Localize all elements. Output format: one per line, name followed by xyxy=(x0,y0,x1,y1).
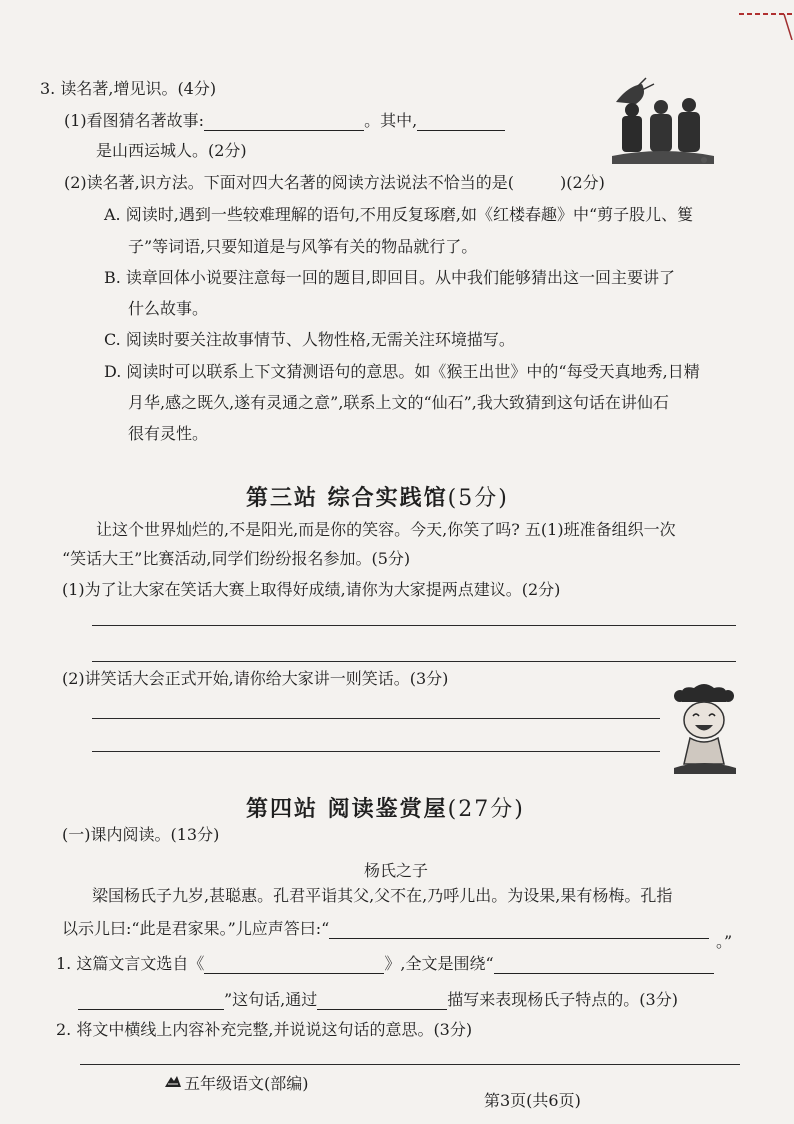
q3-part2-line xyxy=(64,173,605,193)
option-b-line-1: B. 读章回体小说要注意每一回的题目,即回目。从中我们能够猜出这一回主要讲了 xyxy=(104,268,676,287)
option-d-line-1: D. 阅读时可以联系上下文猜测语句的意思。如《猴王出世》中的“每受天真地秀,日精 xyxy=(104,362,700,381)
answer-line-5[interactable] xyxy=(80,1064,740,1065)
q3-part2-score: )(2分) xyxy=(560,173,605,192)
passage-answer-blank[interactable] xyxy=(329,920,709,939)
option-c-line-1: C. 阅读时要关注故事情节、人物性格,无需关注环境描写。 xyxy=(104,330,515,349)
option-b-line-2: 什么故事。 xyxy=(128,299,209,318)
q3-part1-prefix: (1)看图猜名著故事: xyxy=(64,111,205,130)
section-3-title xyxy=(246,481,509,512)
sec3-question-1: (1)为了让大家在笑话大赛上取得好成绩,请你为大家提两点建议。(2分) xyxy=(62,580,561,599)
corner-mark xyxy=(734,0,794,40)
q3-part1-tail: 是山西运城人。(2分) xyxy=(96,141,247,160)
sec4-question-2: 2. 将文中横线上内容补充完整,并说说这句话的意思。(3分) xyxy=(56,1020,473,1039)
sec4-q1-d: 描写来表现杨氏子特点的。(3分) xyxy=(447,990,678,1009)
q3-heading: 3. 读名著,增见识。(4分) xyxy=(40,79,217,98)
answer-line-4[interactable] xyxy=(92,751,660,752)
sec4-subheading: (一)课内阅读。(13分) xyxy=(62,825,220,844)
mountain-logo-icon xyxy=(164,1072,182,1088)
sec4-q1-a: 1. 这篇文言文选自《 xyxy=(56,954,205,973)
sec3-question-2: (2)讲笑话大会正式开始,请你给大家讲一则笑话。(3分) xyxy=(62,669,449,688)
book-title-blank[interactable] xyxy=(204,955,384,974)
option-d-line-2: 月华,感之既久,遂有灵通之意”,联系上文的“仙石”,我大致猜到这句话在讲仙石 xyxy=(128,393,669,412)
section-3-score: (5分) xyxy=(447,486,509,511)
passage-title: 杨氏之子 xyxy=(364,861,429,880)
answer-line-1[interactable] xyxy=(92,625,736,626)
q3-answer-blank-2[interactable] xyxy=(417,112,505,131)
answer-line-3[interactable] xyxy=(92,718,660,719)
q3-part1-mid: 。其中, xyxy=(364,111,418,130)
passage-line-2 xyxy=(62,919,709,939)
answer-line-2[interactable] xyxy=(92,661,736,662)
passage-line-2-text: 以示儿曰:“此是君家果。”儿应声答曰:“ xyxy=(62,919,330,938)
option-a-line-1: A. 阅读时,遇到一些较难理解的语句,不用反复琢磨,如《红楼春趣》中“剪子股儿、篗 xyxy=(104,205,694,224)
footer-subject: 五年级语文(部编) xyxy=(184,1074,309,1093)
central-sentence-blank-continued[interactable] xyxy=(78,991,224,1010)
sec3-intro-line-2: “笑话大王”比赛活动,同学们纷纷报名参加。(5分) xyxy=(62,549,411,568)
sec4-question-1-line-1 xyxy=(56,954,714,974)
q3-part1-line xyxy=(64,111,505,131)
sec4-q1-b: 》,全文是围绕“ xyxy=(384,954,494,973)
sec4-question-1-line-2 xyxy=(78,990,678,1010)
sec3-intro-line-1: 让这个世界灿烂的,不是阳光,而是你的笑容。今天,你笑了吗? 五(1)班准备组织一次 xyxy=(96,520,676,539)
section-4-name: 第四站 阅读鉴赏屋 xyxy=(246,796,448,822)
footer-page-number: 第3页(共6页) xyxy=(484,1091,581,1110)
section-3-name: 第三站 综合实践馆 xyxy=(246,485,448,511)
laughing-child-illustration xyxy=(664,680,744,776)
novel-scene-illustration xyxy=(608,76,718,168)
central-sentence-blank[interactable] xyxy=(494,955,714,974)
passage-line-end: 。” xyxy=(716,932,733,951)
description-method-blank[interactable] xyxy=(317,991,447,1010)
option-d-line-3: 很有灵性。 xyxy=(128,424,209,443)
option-a-line-2: 子”等词语,只要知道是与风筝有关的物品就行了。 xyxy=(128,237,478,256)
q3-answer-blank-1[interactable] xyxy=(204,112,364,131)
section-4-title xyxy=(246,792,525,823)
sec4-q1-c: ”这句话,通过 xyxy=(224,990,318,1009)
passage-line-1: 梁国杨氏子九岁,甚聪惠。孔君平诣其父,父不在,乃呼儿出。为设果,果有杨梅。孔指 xyxy=(92,886,673,905)
section-4-score: (27分) xyxy=(447,797,525,822)
q3-part2-prompt: (2)读名著,识方法。下面对四大名著的阅读方法说法不恰当的是( xyxy=(64,173,514,192)
